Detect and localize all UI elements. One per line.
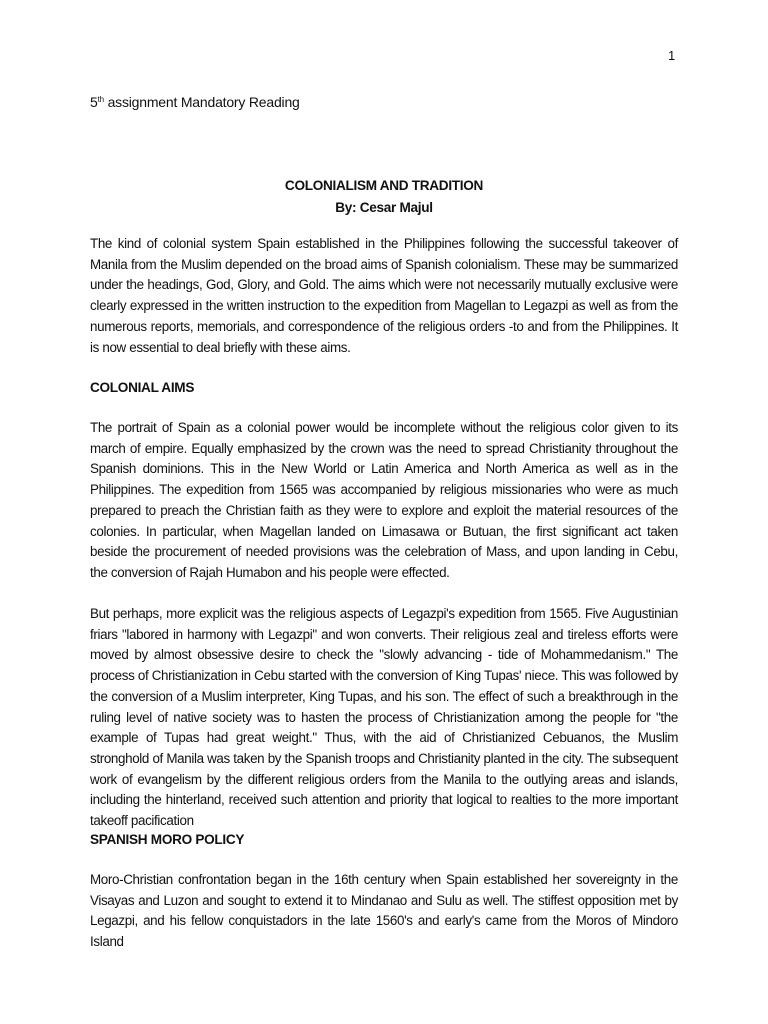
paragraph-moro-christian: Moro-Christian confrontation began in the 16th century when Spain established her sovereignty in the Visayas and Luzon and sought to extend it to Mindanao and Sulu as well. The stiffest opposition met by Legazpi, and his fellow conquistadors in the late 1560's and early's came from the Moros of Mindoro Island (90, 872, 678, 950)
paragraph-intro: The kind of colonial system Spain established in the Philippines following the successful takeover of Manila from the Muslim depended on the broad aims of Spanish colonialism. These may be summarized under the headings, God, Glory, and Gold. The aims which were not necessarily mutually exclusive were clearly expressed in the written instruction to the expedition from Magellan to Legazpi as well as from the numerous reports, memorials, and correspondence of the religious orders -to and from the Philippines. It is now essential to deal briefly with these aims. (90, 236, 678, 355)
paragraph-legazpi-expedition: But perhaps, more explicit was the religious aspects of Legazpi's expedition from 1565. Five Augustinian friars "labored in harmony with Legazpi" and won converts. Their religious zeal and tireless efforts were moved by almost obsessive desire to check the "slowly advancing - tide of Mohammedanism." The process of Christianization in Cebu started with the conversion of King Tupas' niece. This was followed by the conversion of a Muslim interpreter, King Tupas, and his son. The effect of such a breakthrough in the ruling level of native society was to hasten the process of Christianization among the people for "the example of Tupas had great weight." Thus, with the aid of Christianized Cebuanos, the Muslim stronghold of Manila was taken by the Spanish troops and Christianity planted in the city. The subsequent work of evangelism by the different religious orders from the Manila to the outlying areas and islands, including the hinterland, received such attention and priority that logical to realties to the more important takeoff pacification (90, 606, 678, 829)
heading-colonial-aims: COLONIAL AIMS (90, 380, 195, 395)
assignment-line (90, 94, 300, 110)
heading-spanish-moro-policy: SPANISH MORO POLICY (90, 832, 245, 847)
title-block (90, 175, 678, 219)
document-author: By: Cesar Majul (335, 200, 433, 215)
assignment-ordinal-suffix: th (97, 95, 104, 104)
paragraph-religious-color: The portrait of Spain as a colonial power would be incomplete without the religious color given to its march of empire. Equally emphasized by the crown was the need to spread Christianity throughout the Spanish dominions. This in the New World or Latin America and North America as well as in the Philippines. The expedition from 1565 was accompanied by religious missionaries who were as much prepared to preach the Christian faith as they were to explore and exploit the material resources of the colonies. In particular, when Magellan landed on Limasawa or Butuan, the first significant act taken beside the procurement of needed provisions was the celebration of Mass, and upon landing in Cebu, the conversion of Rajah Humabon and his people were effected. (90, 420, 678, 580)
assignment-text: assignment Mandatory Reading (103, 94, 300, 110)
page-number: 1 (668, 48, 676, 63)
assignment-number: 5 (90, 94, 98, 110)
document-title: COLONIALISM AND TRADITION (284, 178, 484, 193)
